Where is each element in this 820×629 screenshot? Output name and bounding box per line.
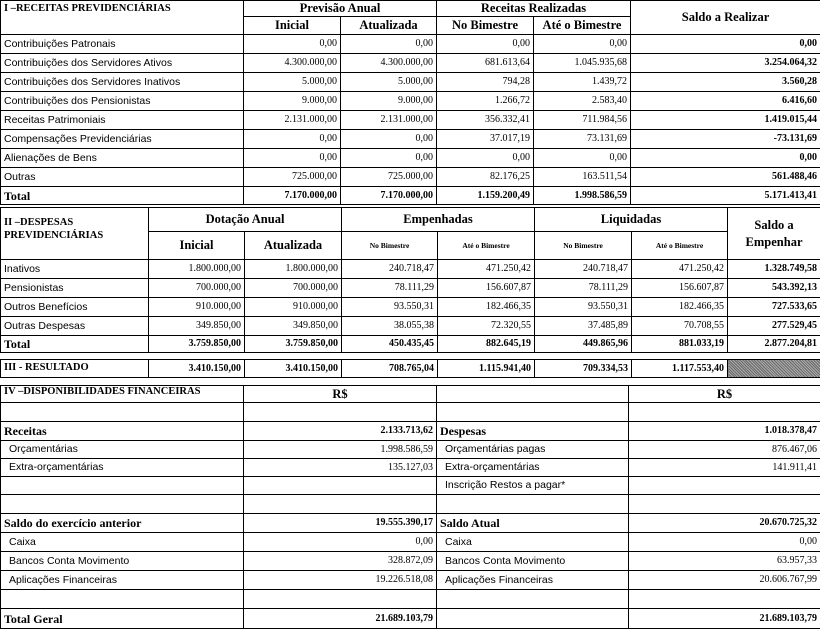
inicial-header: Inicial (244, 17, 341, 35)
orcamentarias-value: 1.998.586,59 (244, 441, 437, 459)
cell: 0,00 (244, 35, 341, 54)
despesas-value: 1.018.378,47 (629, 422, 820, 441)
cell: 450.435,45 (342, 336, 438, 353)
cell: 3.254.064,32 (631, 54, 820, 73)
cell: -73.131,69 (631, 130, 820, 149)
cell: 881.033,19 (632, 336, 728, 353)
receitas-section-title: I –RECEITAS PREVIDENCIÁRIAS (1, 1, 244, 35)
cell: 725.000,00 (341, 168, 437, 187)
cell: 0,00 (244, 130, 341, 149)
despesas-section-title (1, 208, 149, 260)
empty-cell (629, 477, 820, 495)
row-label: Receitas Patrimoniais (1, 111, 244, 130)
caixa-label-right: Caixa (437, 533, 629, 552)
resultado-label: III - RESULTADO (1, 360, 149, 378)
empty-cell (1, 495, 244, 514)
empty-cell (437, 403, 629, 422)
orcamentarias-pagas-label: Orçamentárias pagas (437, 441, 629, 459)
cell: 93.550,31 (342, 298, 438, 317)
empty-cell (244, 403, 437, 422)
cell: 1.045.935,68 (534, 54, 631, 73)
emp-no-bimestre-header: No Bimestre (342, 232, 438, 260)
extra-orcamentarias-desp-value: 141.911,41 (629, 459, 820, 477)
row-label: Contribuições Patronais (1, 35, 244, 54)
row-label: Outras Despesas (1, 317, 149, 336)
saldo-realizar-header: Saldo a Realizar (631, 1, 820, 35)
receita-row (1, 35, 820, 54)
inicial-header: Inicial (149, 232, 245, 260)
cell: 2.131.000,00 (341, 111, 437, 130)
bancos-atual-value: 63.957,33 (629, 552, 820, 571)
despesa-row (1, 298, 820, 317)
disponibilidades-table (0, 385, 820, 629)
cell: 156.607,87 (438, 279, 535, 298)
row-label: Outras (1, 168, 244, 187)
empty-cell (1, 477, 244, 495)
cell: 240.718,47 (535, 260, 632, 279)
empty-cell (629, 590, 820, 609)
cell: 356.332,41 (437, 111, 534, 130)
bancos-label-right: Bancos Conta Movimento (437, 552, 629, 571)
receita-row (1, 92, 820, 111)
empty-cell (437, 386, 629, 403)
cell: 6.416,60 (631, 92, 820, 111)
cell: 78.111,29 (535, 279, 632, 298)
restos-pagar-label: Inscrição Restos a pagar* (437, 477, 629, 495)
cell: 2.583,40 (534, 92, 631, 111)
cell: 1.328.749,58 (728, 260, 820, 279)
aplicacoes-label-right: Aplicações Financeiras (437, 571, 629, 590)
cell: 543.392,13 (728, 279, 820, 298)
cell: 78.111,29 (342, 279, 438, 298)
empty-cell (1, 590, 244, 609)
saldo-atual-label: Saldo Atual (437, 514, 629, 533)
cell: 3.759.850,00 (149, 336, 245, 353)
cell: 5.000,00 (244, 73, 341, 92)
total-geral-left-value: 21.689.103,79 (244, 609, 437, 629)
caixa-atual-value: 0,00 (629, 533, 820, 552)
cell: 7.170.000,00 (244, 187, 341, 205)
cell: 93.550,31 (535, 298, 632, 317)
cell: 561.488,46 (631, 168, 820, 187)
empty-cell (244, 590, 437, 609)
row-label: Contribuições dos Servidores Inativos (1, 73, 244, 92)
aplicacoes-anterior-value: 19.226.518,08 (244, 571, 437, 590)
cell: 449.865,96 (535, 336, 632, 353)
cell: 1.419.015,44 (631, 111, 820, 130)
cell: 1.800.000,00 (149, 260, 245, 279)
atualizada-header: Atualizada (341, 17, 437, 35)
disp-section-title: IV –DISPONIBILIDADES FINANCEIRAS (1, 386, 244, 403)
cell: 182.466,35 (632, 298, 728, 317)
atualizada-header: Atualizada (245, 232, 342, 260)
aplicacoes-label: Aplicações Financeiras (1, 571, 244, 590)
no-bimestre-header: No Bimestre (437, 17, 534, 35)
cell: 0,00 (437, 35, 534, 54)
cell: 1.439,72 (534, 73, 631, 92)
row-label: Contribuições dos Servidores Ativos (1, 54, 244, 73)
empty-cell (1, 403, 244, 422)
receita-row (1, 73, 820, 92)
cell: 711.984,56 (534, 111, 631, 130)
cell: 1.266,72 (437, 92, 534, 111)
cell: 163.511,54 (534, 168, 631, 187)
row-label: Outros Benefícios (1, 298, 149, 317)
cell: 4.300.000,00 (244, 54, 341, 73)
despesas-title-line2: PREVIDENCIÁRIAS (4, 230, 104, 242)
realizadas-header: Receitas Realizadas (437, 1, 631, 17)
cell: 156.607,87 (632, 279, 728, 298)
empty-cell (629, 495, 820, 514)
cell: 3.759.850,00 (245, 336, 342, 353)
cell: 0,00 (631, 35, 820, 54)
cell: 0,00 (341, 149, 437, 168)
currency-header-right: R$ (629, 386, 820, 403)
despesas-table (0, 207, 820, 353)
receita-row (1, 149, 820, 168)
empty-cell (437, 590, 629, 609)
cell: 5.000,00 (341, 73, 437, 92)
cell: 349.850,00 (245, 317, 342, 336)
cell: 277.529,45 (728, 317, 820, 336)
cell: 38.055,38 (342, 317, 438, 336)
empty-cell (437, 495, 629, 514)
despesa-row (1, 279, 820, 298)
cell: 72.320,55 (438, 317, 535, 336)
cell: 471.250,42 (438, 260, 535, 279)
row-label: Inativos (1, 260, 149, 279)
empty-cell (244, 495, 437, 514)
cell: 1.115.941,40 (438, 360, 535, 378)
row-label: Compensações Previdenciárias (1, 130, 244, 149)
cell: 709.334,53 (535, 360, 632, 378)
cell: 910.000,00 (149, 298, 245, 317)
aplicacoes-atual-value: 20.606.767,99 (629, 571, 820, 590)
cell: 349.850,00 (149, 317, 245, 336)
shaded-cell (728, 360, 820, 378)
bancos-anterior-value: 328.872,09 (244, 552, 437, 571)
cell: 0,00 (341, 35, 437, 54)
cell: 73.131,69 (534, 130, 631, 149)
cell: 9.000,00 (341, 92, 437, 111)
cell: 681.613,64 (437, 54, 534, 73)
cell: 1.117.553,40 (632, 360, 728, 378)
bancos-label: Bancos Conta Movimento (1, 552, 244, 571)
cell: 2.877.204,81 (728, 336, 820, 353)
cell: 0,00 (244, 149, 341, 168)
caixa-anterior-value: 0,00 (244, 533, 437, 552)
receita-row (1, 54, 820, 73)
cell: 3.410.150,00 (149, 360, 245, 378)
despesas-title-line1: II –DESPESAS (4, 217, 74, 228)
despesas-label: Despesas (437, 422, 629, 441)
receita-row (1, 168, 820, 187)
receitas-total-row (1, 187, 820, 205)
total-geral-label: Total Geral (1, 609, 244, 629)
cell: 0,00 (534, 35, 631, 54)
liq-no-bimestre-header: No Bimestre (535, 232, 632, 260)
dotacao-header: Dotação Anual (149, 208, 342, 232)
cell: 0,00 (534, 149, 631, 168)
cell: 4.300.000,00 (341, 54, 437, 73)
ate-bimestre-header: Até o Bimestre (534, 17, 631, 35)
cell: 37.017,19 (437, 130, 534, 149)
receitas-table (0, 0, 820, 205)
row-label: Alienações de Bens (1, 149, 244, 168)
cell: 727.533,65 (728, 298, 820, 317)
cell: 3.560,28 (631, 73, 820, 92)
cell: 182.466,35 (438, 298, 535, 317)
cell: 700.000,00 (245, 279, 342, 298)
cell: 471.250,42 (632, 260, 728, 279)
cell: 0,00 (437, 149, 534, 168)
cell: 794,28 (437, 73, 534, 92)
saldo-empenhar-line2: Empenhar (745, 234, 803, 249)
saldo-anterior-label: Saldo do exercício anterior (1, 514, 244, 533)
liquidadas-header: Liquidadas (535, 208, 728, 232)
despesas-total-row (1, 336, 820, 353)
resultado-table (0, 359, 820, 378)
orcamentarias-pagas-value: 876.467,06 (629, 441, 820, 459)
receita-row (1, 111, 820, 130)
extra-orcamentarias-desp-label: Extra-orçamentárias (437, 459, 629, 477)
orcamentarias-label: Orçamentárias (1, 441, 244, 459)
saldo-anterior-value: 19.555.390,17 (244, 514, 437, 533)
despesa-row (1, 260, 820, 279)
cell: 1.998.586,59 (534, 187, 631, 205)
cell: 910.000,00 (245, 298, 342, 317)
previsao-header: Previsão Anual (244, 1, 437, 17)
cell: 1.800.000,00 (245, 260, 342, 279)
emp-ate-bimestre-header: Até o Bimestre (438, 232, 535, 260)
resultado-row (1, 360, 820, 378)
cell: 9.000,00 (244, 92, 341, 111)
cell: 3.410.150,00 (245, 360, 342, 378)
cell: 725.000,00 (244, 168, 341, 187)
cell: 70.708,55 (632, 317, 728, 336)
cell: 2.131.000,00 (244, 111, 341, 130)
saldo-atual-value: 20.670.725,32 (629, 514, 820, 533)
caixa-label: Caixa (1, 533, 244, 552)
empenhadas-header: Empenhadas (342, 208, 535, 232)
empty-cell (437, 609, 629, 629)
row-label: Contribuições dos Pensionistas (1, 92, 244, 111)
cell: 708.765,04 (342, 360, 438, 378)
cell: 7.170.000,00 (341, 187, 437, 205)
cell: 5.171.413,41 (631, 187, 820, 205)
receitas-value: 2.133.713,62 (244, 422, 437, 441)
cell: 0,00 (341, 130, 437, 149)
cell: 240.718,47 (342, 260, 438, 279)
extra-orcamentarias-value: 135.127,03 (244, 459, 437, 477)
cell: 37.485,89 (535, 317, 632, 336)
despesa-row (1, 317, 820, 336)
total-geral-right-value: 21.689.103,79 (629, 609, 820, 629)
receita-row (1, 130, 820, 149)
extra-orcamentarias-label: Extra-orçamentárias (1, 459, 244, 477)
row-label: Pensionistas (1, 279, 149, 298)
saldo-empenhar-line1: Saldo a (754, 218, 794, 233)
receitas-label: Receitas (1, 422, 244, 441)
empty-cell (244, 477, 437, 495)
cell: 82.176,25 (437, 168, 534, 187)
cell: 1.159.200,49 (437, 187, 534, 205)
total-label: Total (1, 187, 244, 205)
currency-header-left: R$ (244, 386, 437, 403)
saldo-empenhar-header (728, 208, 820, 260)
cell: 0,00 (631, 149, 820, 168)
cell: 882.645,19 (438, 336, 535, 353)
cell: 700.000,00 (149, 279, 245, 298)
liq-ate-bimestre-header: Até o Bimestre (632, 232, 728, 260)
total-label: Total (1, 336, 149, 353)
empty-cell (629, 403, 820, 422)
